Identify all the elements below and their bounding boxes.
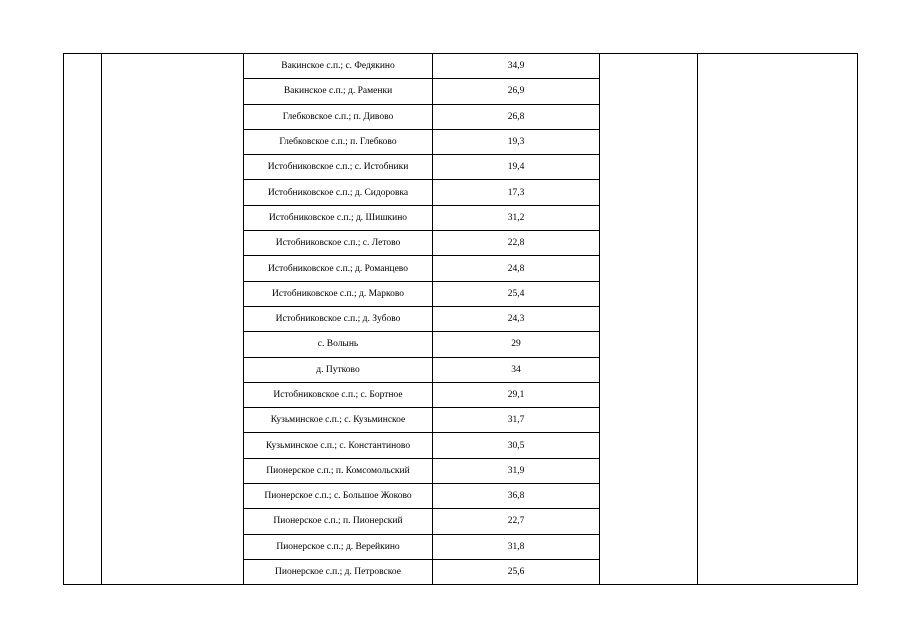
place-cell: Пионерское с.п.; д. Верейкино [244, 534, 433, 559]
value-cell: 31,8 [433, 534, 600, 559]
value-cell: 24,3 [433, 306, 600, 331]
value-cell: 25,4 [433, 281, 600, 306]
value-cell: 34,9 [433, 54, 600, 79]
value-cell: 26,8 [433, 104, 600, 129]
place-cell: Глебковское с.п.; п. Дивово [244, 104, 433, 129]
value-cell: 30,5 [433, 433, 600, 458]
place-cell: Истобниковское с.п.; с. Истобники [244, 155, 433, 180]
place-cell: Пионерское с.п.; с. Большое Жоково [244, 484, 433, 509]
value-cell: 31,9 [433, 458, 600, 483]
value-cell: 24,8 [433, 256, 600, 281]
value-cell: 19,4 [433, 155, 600, 180]
value-cell: 22,7 [433, 509, 600, 534]
place-cell: Вакинское с.п.; д. Раменки [244, 79, 433, 104]
place-cell: Вакинское с.п.; с. Федякино [244, 54, 433, 79]
place-cell: д. Путково [244, 357, 433, 382]
value-cell: 36,8 [433, 484, 600, 509]
value-cell: 25,6 [433, 559, 600, 584]
place-cell: Истобниковское с.п.; с. Бортное [244, 382, 433, 407]
value-cell: 22,8 [433, 231, 600, 256]
empty-cell-col-2 [102, 54, 244, 585]
place-cell: Истобниковское с.п.; д. Романцево [244, 256, 433, 281]
place-cell: Пионерское с.п.; п. Пионерский [244, 509, 433, 534]
table-body [64, 54, 858, 585]
place-cell: Истобниковское с.п.; д. Зубово [244, 306, 433, 331]
value-cell: 29 [433, 332, 600, 357]
place-cell: Кузьминское с.п.; с. Кузьминское [244, 408, 433, 433]
table-row [64, 54, 858, 79]
place-cell: Пионерское с.п.; д. Петровское [244, 559, 433, 584]
value-cell: 29,1 [433, 382, 600, 407]
place-cell: Истобниковское с.п.; с. Летово [244, 231, 433, 256]
place-cell: Истобниковское с.п.; д. Сидоровка [244, 180, 433, 205]
empty-cell-col-6 [698, 54, 858, 585]
value-cell: 17,3 [433, 180, 600, 205]
place-cell: Пионерское с.п.; п. Комсомольский [244, 458, 433, 483]
place-cell: Кузьминское с.п.; с. Константиново [244, 433, 433, 458]
value-cell: 19,3 [433, 129, 600, 154]
place-cell: Глебковское с.п.; п. Глебково [244, 129, 433, 154]
data-table [63, 53, 858, 585]
place-cell: с. Волынь [244, 332, 433, 357]
value-cell: 31,2 [433, 205, 600, 230]
empty-cell-col-1 [64, 54, 102, 585]
place-cell: Истобниковское с.п.; д. Марково [244, 281, 433, 306]
value-cell: 34 [433, 357, 600, 382]
place-cell: Истобниковское с.п.; д. Шишкино [244, 205, 433, 230]
value-cell: 31,7 [433, 408, 600, 433]
empty-cell-col-5 [600, 54, 698, 585]
value-cell: 26,9 [433, 79, 600, 104]
